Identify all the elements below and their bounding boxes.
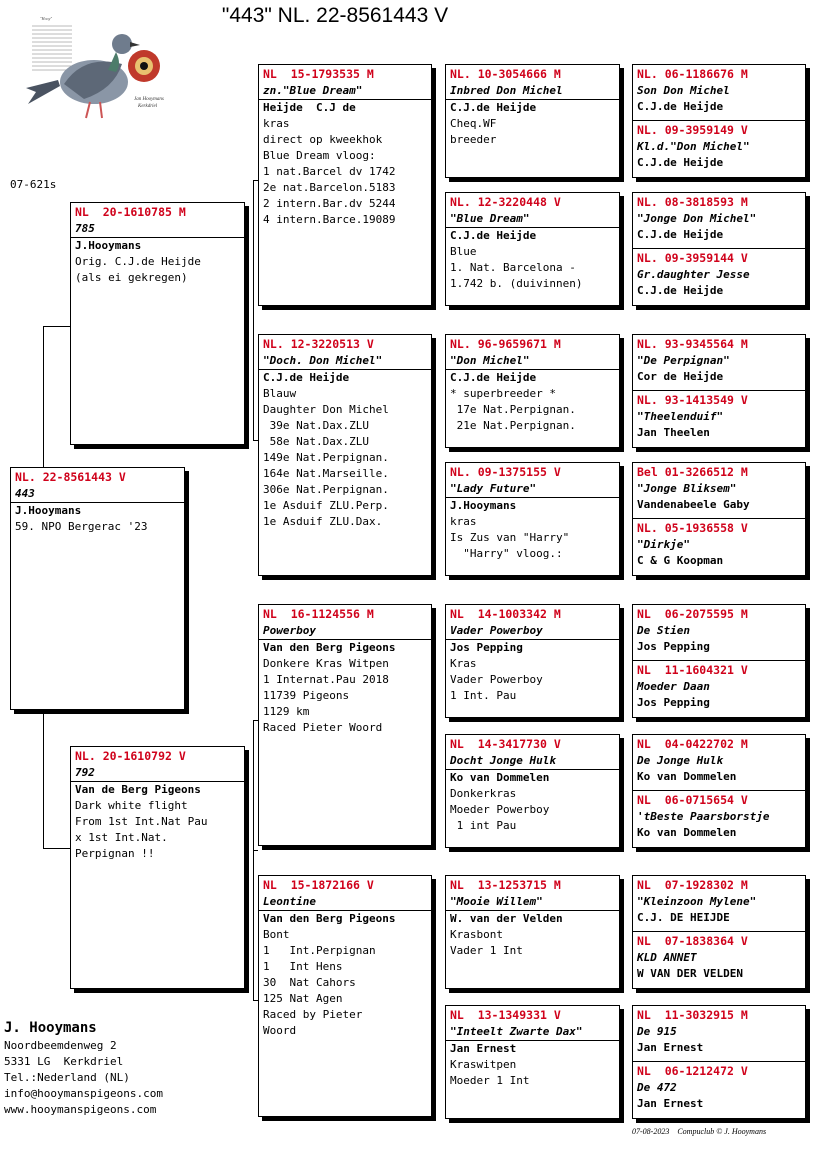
subject-pigeon-card[interactable]	[10, 467, 185, 710]
breeder-postcode: 5331 LG Kerkdriel	[4, 1055, 124, 1068]
owner-name: Jan Ernest	[637, 1041, 704, 1054]
info-line: Kras	[450, 657, 477, 670]
pigeon-name: 785	[71, 221, 244, 238]
pigeon-name: 792	[71, 765, 244, 782]
info-line: 1 Int. Pau	[450, 689, 517, 702]
great-great-grandparents-card[interactable]	[632, 734, 806, 848]
info-line: 17e Nat.Perpignan.	[450, 403, 576, 416]
info-line: 4 intern.Barce.19089	[263, 213, 396, 226]
owner-name: Cor de Heijde	[637, 370, 724, 383]
info-line: kras	[263, 117, 290, 130]
ring-number: NL. 09-3959144 V	[637, 251, 748, 265]
pigeon-logo	[24, 14, 174, 124]
breeder-name: J. Hooymans	[4, 1020, 97, 1036]
info-line: x 1st Int.Nat.	[75, 831, 168, 844]
info-line: 1 Int Hens	[263, 960, 343, 973]
pigeon-name: "Dirkje"	[637, 538, 690, 551]
footer-credit: 07-08-2023 Compuclub © J. Hooymans	[632, 1127, 767, 1136]
info-line: kras	[450, 515, 477, 528]
pigeon-name: 'tBeste Paarsborstje	[637, 810, 770, 823]
owner-name: Ko van Dommelen	[637, 770, 737, 783]
info-line: Orig. C.J.de Heijde	[75, 255, 201, 268]
info-line: Kraswitpen	[450, 1058, 517, 1071]
info-line: Moeder 1 Int	[450, 1074, 530, 1087]
ring-number: NL 20-1610785 M	[75, 205, 186, 219]
info-line: Blauw	[263, 387, 297, 400]
great-great-grandparents-card[interactable]	[632, 875, 806, 989]
grandparent-card[interactable]	[258, 64, 432, 306]
svg-text:Kerkdriel: Kerkdriel	[138, 104, 158, 109]
info-line: 2e nat.Barcelon.5183	[263, 181, 396, 194]
info-line: 2 intern.Bar.dv 5244	[263, 197, 396, 210]
owner-name: Van de Berg Pigeons	[75, 783, 201, 796]
info-line: Moeder Powerboy	[450, 803, 550, 816]
ring-number: NL 15-1793535 M	[263, 67, 374, 81]
breeder-address: Noordbeemdenweg 2	[4, 1039, 117, 1052]
owner-name: J.Hooymans	[75, 239, 142, 252]
great-great-grandparents-card[interactable]	[632, 64, 806, 178]
info-line: 1 int Pau	[450, 819, 517, 832]
ring-number: NL 11-3032915 M	[637, 1008, 748, 1022]
info-line: 306e Nat.Perpignan.	[263, 483, 389, 496]
owner-name: C.J. DE HEIJDE	[637, 911, 730, 924]
ring-number: NL 06-0715654 V	[637, 793, 748, 807]
owner-name: C.J.de Heijde	[637, 156, 724, 169]
info-line: Bont	[263, 928, 290, 941]
pigeon-name: "Inteelt Zwarte Dax"	[446, 1024, 619, 1041]
info-line: Blue	[450, 245, 477, 258]
pigeon-name: "Theelenduif"	[637, 410, 724, 423]
owner-name: C.J.de Heijde	[450, 229, 537, 242]
pigeon-name: Moeder Daan	[637, 680, 710, 693]
ring-number: NL. 05-1936558 V	[637, 521, 748, 535]
owner-name: C.J.de Heijde	[450, 101, 537, 114]
info-line: 125 Nat Agen	[263, 992, 343, 1005]
info-line: Krasbont	[450, 928, 503, 941]
info-line: Blue Dream vloog:	[263, 149, 376, 162]
ring-number: NL. 93-9345564 M	[637, 337, 748, 351]
info-line: Raced by Pieter	[263, 1008, 363, 1021]
ring-number: NL 14-1003342 M	[450, 607, 561, 621]
owner-name: W. van der Velden	[450, 912, 563, 925]
great-great-grandparents-card[interactable]	[632, 192, 806, 306]
pigeon-name: Docht Jonge Hulk	[446, 753, 619, 770]
owner-name: C.J.de Heijde	[450, 371, 537, 384]
breeder-email[interactable]: info@hooymanspigeons.com	[4, 1087, 163, 1100]
connector-line	[253, 180, 254, 440]
breeder-phone: Tel.:Nederland (NL)	[4, 1071, 130, 1084]
info-line: Woord	[263, 1024, 297, 1037]
owner-name: Jan Ernest	[637, 1097, 704, 1110]
owner-name: C.J.de Heijde	[637, 284, 724, 297]
pigeon-name: "Mooie Willem"	[446, 894, 619, 911]
info-line: Daughter Don Michel	[263, 403, 389, 416]
breeder-contact	[4, 1018, 163, 1118]
pedigree-code: 07-621s	[10, 178, 57, 191]
ring-number: NL. 96-9659671 M	[450, 337, 561, 351]
info-line: 1e Asduif ZLU.Perp.	[263, 499, 389, 512]
pigeon-name: "Blue Dream"	[446, 211, 619, 228]
owner-name: Jan Ernest	[450, 1042, 517, 1055]
ring-number: NL 14-3417730 V	[450, 737, 561, 751]
info-line: 1 Int.Perpignan	[263, 944, 376, 957]
owner-name: Vandenabeele Gaby	[637, 498, 750, 511]
pigeon-name: "Doch. Don Michel"	[259, 353, 431, 370]
ring-number: NL 07-1838364 V	[637, 934, 748, 948]
ring-number: NL 04-0422702 M	[637, 737, 748, 751]
pigeon-name: Powerboy	[259, 623, 431, 640]
pigeon-name: zn."Blue Dream"	[259, 83, 431, 100]
pigeon-name: "De Perpignan"	[637, 354, 730, 367]
info-line: Donkere Kras Witpen	[263, 657, 389, 670]
ring-number: NL. 06-1186676 M	[637, 67, 748, 81]
ring-number: NL. 08-3818593 M	[637, 195, 748, 209]
info-line: 1.742 b. (duivinnen)	[450, 277, 583, 290]
grandparent-card[interactable]	[258, 604, 432, 846]
pigeon-name: De 915	[637, 1025, 677, 1038]
ring-number: NL. 12-3220513 V	[263, 337, 374, 351]
great-great-grandparents-card[interactable]	[632, 604, 806, 718]
info-line: Perpignan !!	[75, 847, 155, 860]
great-grandparent-card[interactable]	[445, 462, 620, 576]
ring-number: NL. 20-1610792 V	[75, 749, 186, 763]
info-line: 59. NPO Bergerac '23	[15, 520, 148, 533]
owner-name: J.Hooymans	[450, 499, 517, 512]
info-line: Donkerkras	[450, 787, 517, 800]
info-line: Cheq.WF	[450, 117, 497, 130]
info-line: Is Zus van "Harry"	[450, 531, 570, 544]
owner-name: Van den Berg Pigeons	[263, 912, 396, 925]
pedigree-title: "443" NL. 22-8561443 V	[221, 4, 449, 27]
ring-number: NL 13-1253715 M	[450, 878, 561, 892]
owner-name: Ko van Dommelen	[450, 771, 550, 784]
svg-text:"Hooy": "Hooy"	[40, 16, 53, 21]
info-line: 58e Nat.Dax.ZLU	[263, 435, 369, 448]
info-line: 39e Nat.Dax.ZLU	[263, 419, 369, 432]
ring-number: NL 11-1604321 V	[637, 663, 748, 677]
info-line: breeder	[450, 133, 497, 146]
ring-number: NL. 93-1413549 V	[637, 393, 748, 407]
info-line: 149e Nat.Perpignan.	[263, 451, 389, 464]
info-line: From 1st Int.Nat Pau	[75, 815, 208, 828]
pigeon-name: "Don Michel"	[446, 353, 619, 370]
info-line: 1 nat.Barcel dv 1742	[263, 165, 396, 178]
great-grandparent-card[interactable]	[445, 192, 620, 306]
pigeon-name: De Jonge Hulk	[637, 754, 724, 767]
info-line: 30 Nat Cahors	[263, 976, 356, 989]
great-great-grandparents-card[interactable]	[632, 334, 806, 448]
info-line: direct op kweekhok	[263, 133, 383, 146]
connector-line	[43, 710, 44, 848]
pigeon-name: KLD ANNET	[637, 951, 697, 964]
breeder-website[interactable]: www.hooymanspigeons.com	[4, 1103, 157, 1116]
great-grandparent-card[interactable]	[445, 64, 620, 178]
pigeon-name: 443	[11, 486, 184, 503]
pigeon-name: "Kleinzoon Mylene"	[637, 895, 757, 908]
pigeon-name: De Stien	[637, 624, 690, 637]
ring-number: NL. 22-8561443 V	[15, 470, 126, 484]
info-line: (als ei gekregen)	[75, 271, 188, 284]
ring-number: NL. 09-3959149 V	[637, 123, 748, 137]
pigeon-name: "Jonge Don Michel"	[637, 212, 757, 225]
owner-name: Jos Pepping	[637, 696, 710, 709]
info-line: 1. Nat. Barcelona -	[450, 261, 576, 274]
ring-number: NL. 10-3054666 M	[450, 67, 561, 81]
ring-number: NL 07-1928302 M	[637, 878, 748, 892]
pigeon-name: "Jonge Bliksem"	[637, 482, 737, 495]
pigeon-name: Son Don Michel	[637, 84, 730, 97]
grandparent-card[interactable]	[258, 334, 432, 576]
pigeon-name: Vader Powerboy	[446, 623, 619, 640]
info-line: 1 Internat.Pau 2018	[263, 673, 389, 686]
great-great-grandparents-card[interactable]	[632, 462, 806, 576]
great-great-grandparents-card[interactable]	[632, 1005, 806, 1119]
info-line: 1129 km	[263, 705, 310, 718]
ring-number: NL. 09-1375155 V	[450, 465, 561, 479]
owner-name: C.J.de Heijde	[637, 228, 724, 241]
info-line: * superbreeder *	[450, 387, 556, 400]
info-line: 164e Nat.Marseille.	[263, 467, 389, 480]
info-line: Raced Pieter Woord	[263, 721, 383, 734]
ring-number: NL 06-1212472 V	[637, 1064, 748, 1078]
info-line: Vader 1 Int	[450, 944, 523, 957]
grandparent-card[interactable]	[258, 875, 432, 1117]
pigeon-name: Leontine	[259, 894, 431, 911]
pigeon-name: Gr.daughter Jesse	[637, 268, 750, 281]
info-line: 1e Asduif ZLU.Dax.	[263, 515, 383, 528]
info-line: 21e Nat.Perpignan.	[450, 419, 576, 432]
owner-name: Jan Theelen	[637, 426, 710, 439]
owner-name: Van den Berg Pigeons	[263, 641, 396, 654]
ring-number: NL 15-1872166 V	[263, 878, 374, 892]
owner-name: W VAN DER VELDEN	[637, 967, 743, 980]
owner-name: C.J.de Heijde	[263, 371, 350, 384]
connector-line	[253, 720, 254, 850]
connector-line	[43, 848, 70, 849]
owner-name: Ko van Dommelen	[637, 826, 737, 839]
owner-name: Heijde C.J de	[263, 101, 356, 114]
ring-number: NL 16-1124556 M	[263, 607, 374, 621]
ring-number: NL. 12-3220448 V	[450, 195, 561, 209]
great-grandparent-card[interactable]	[445, 334, 620, 448]
owner-name: Jos Pepping	[637, 640, 710, 653]
ring-number: Bel 01-3266512 M	[637, 465, 748, 479]
sire-card[interactable]	[70, 202, 245, 445]
pigeon-name: De 472	[637, 1081, 677, 1094]
pigeon-name: "Lady Future"	[446, 481, 619, 498]
info-line: Dark white flight	[75, 799, 188, 812]
owner-name: C & G Koopman	[637, 554, 724, 567]
connector-line	[43, 326, 70, 327]
great-grandparent-card[interactable]	[445, 875, 620, 989]
info-line: "Harry" vloog.:	[450, 547, 563, 560]
owner-name: Jos Pepping	[450, 641, 523, 654]
connector-line	[253, 850, 254, 1000]
great-grandparent-card[interactable]	[445, 734, 620, 848]
great-grandparent-card[interactable]	[445, 1005, 620, 1119]
dam-card[interactable]	[70, 746, 245, 989]
connector-line	[43, 326, 44, 469]
great-grandparent-card[interactable]	[445, 604, 620, 718]
pigeon-name: Kl.d."Don Michel"	[637, 140, 750, 153]
info-line: Vader Powerboy	[450, 673, 543, 686]
owner-name: C.J.de Heijde	[637, 100, 724, 113]
ring-number: NL 13-1349331 V	[450, 1008, 561, 1022]
info-line: 11739 Pigeons	[263, 689, 350, 702]
ring-number: NL 06-2075595 M	[637, 607, 748, 621]
pigeon-name: Inbred Don Michel	[446, 83, 619, 100]
owner-name: J.Hooymans	[15, 504, 82, 517]
svg-text:Jan Hooymans: Jan Hooymans	[134, 97, 164, 102]
